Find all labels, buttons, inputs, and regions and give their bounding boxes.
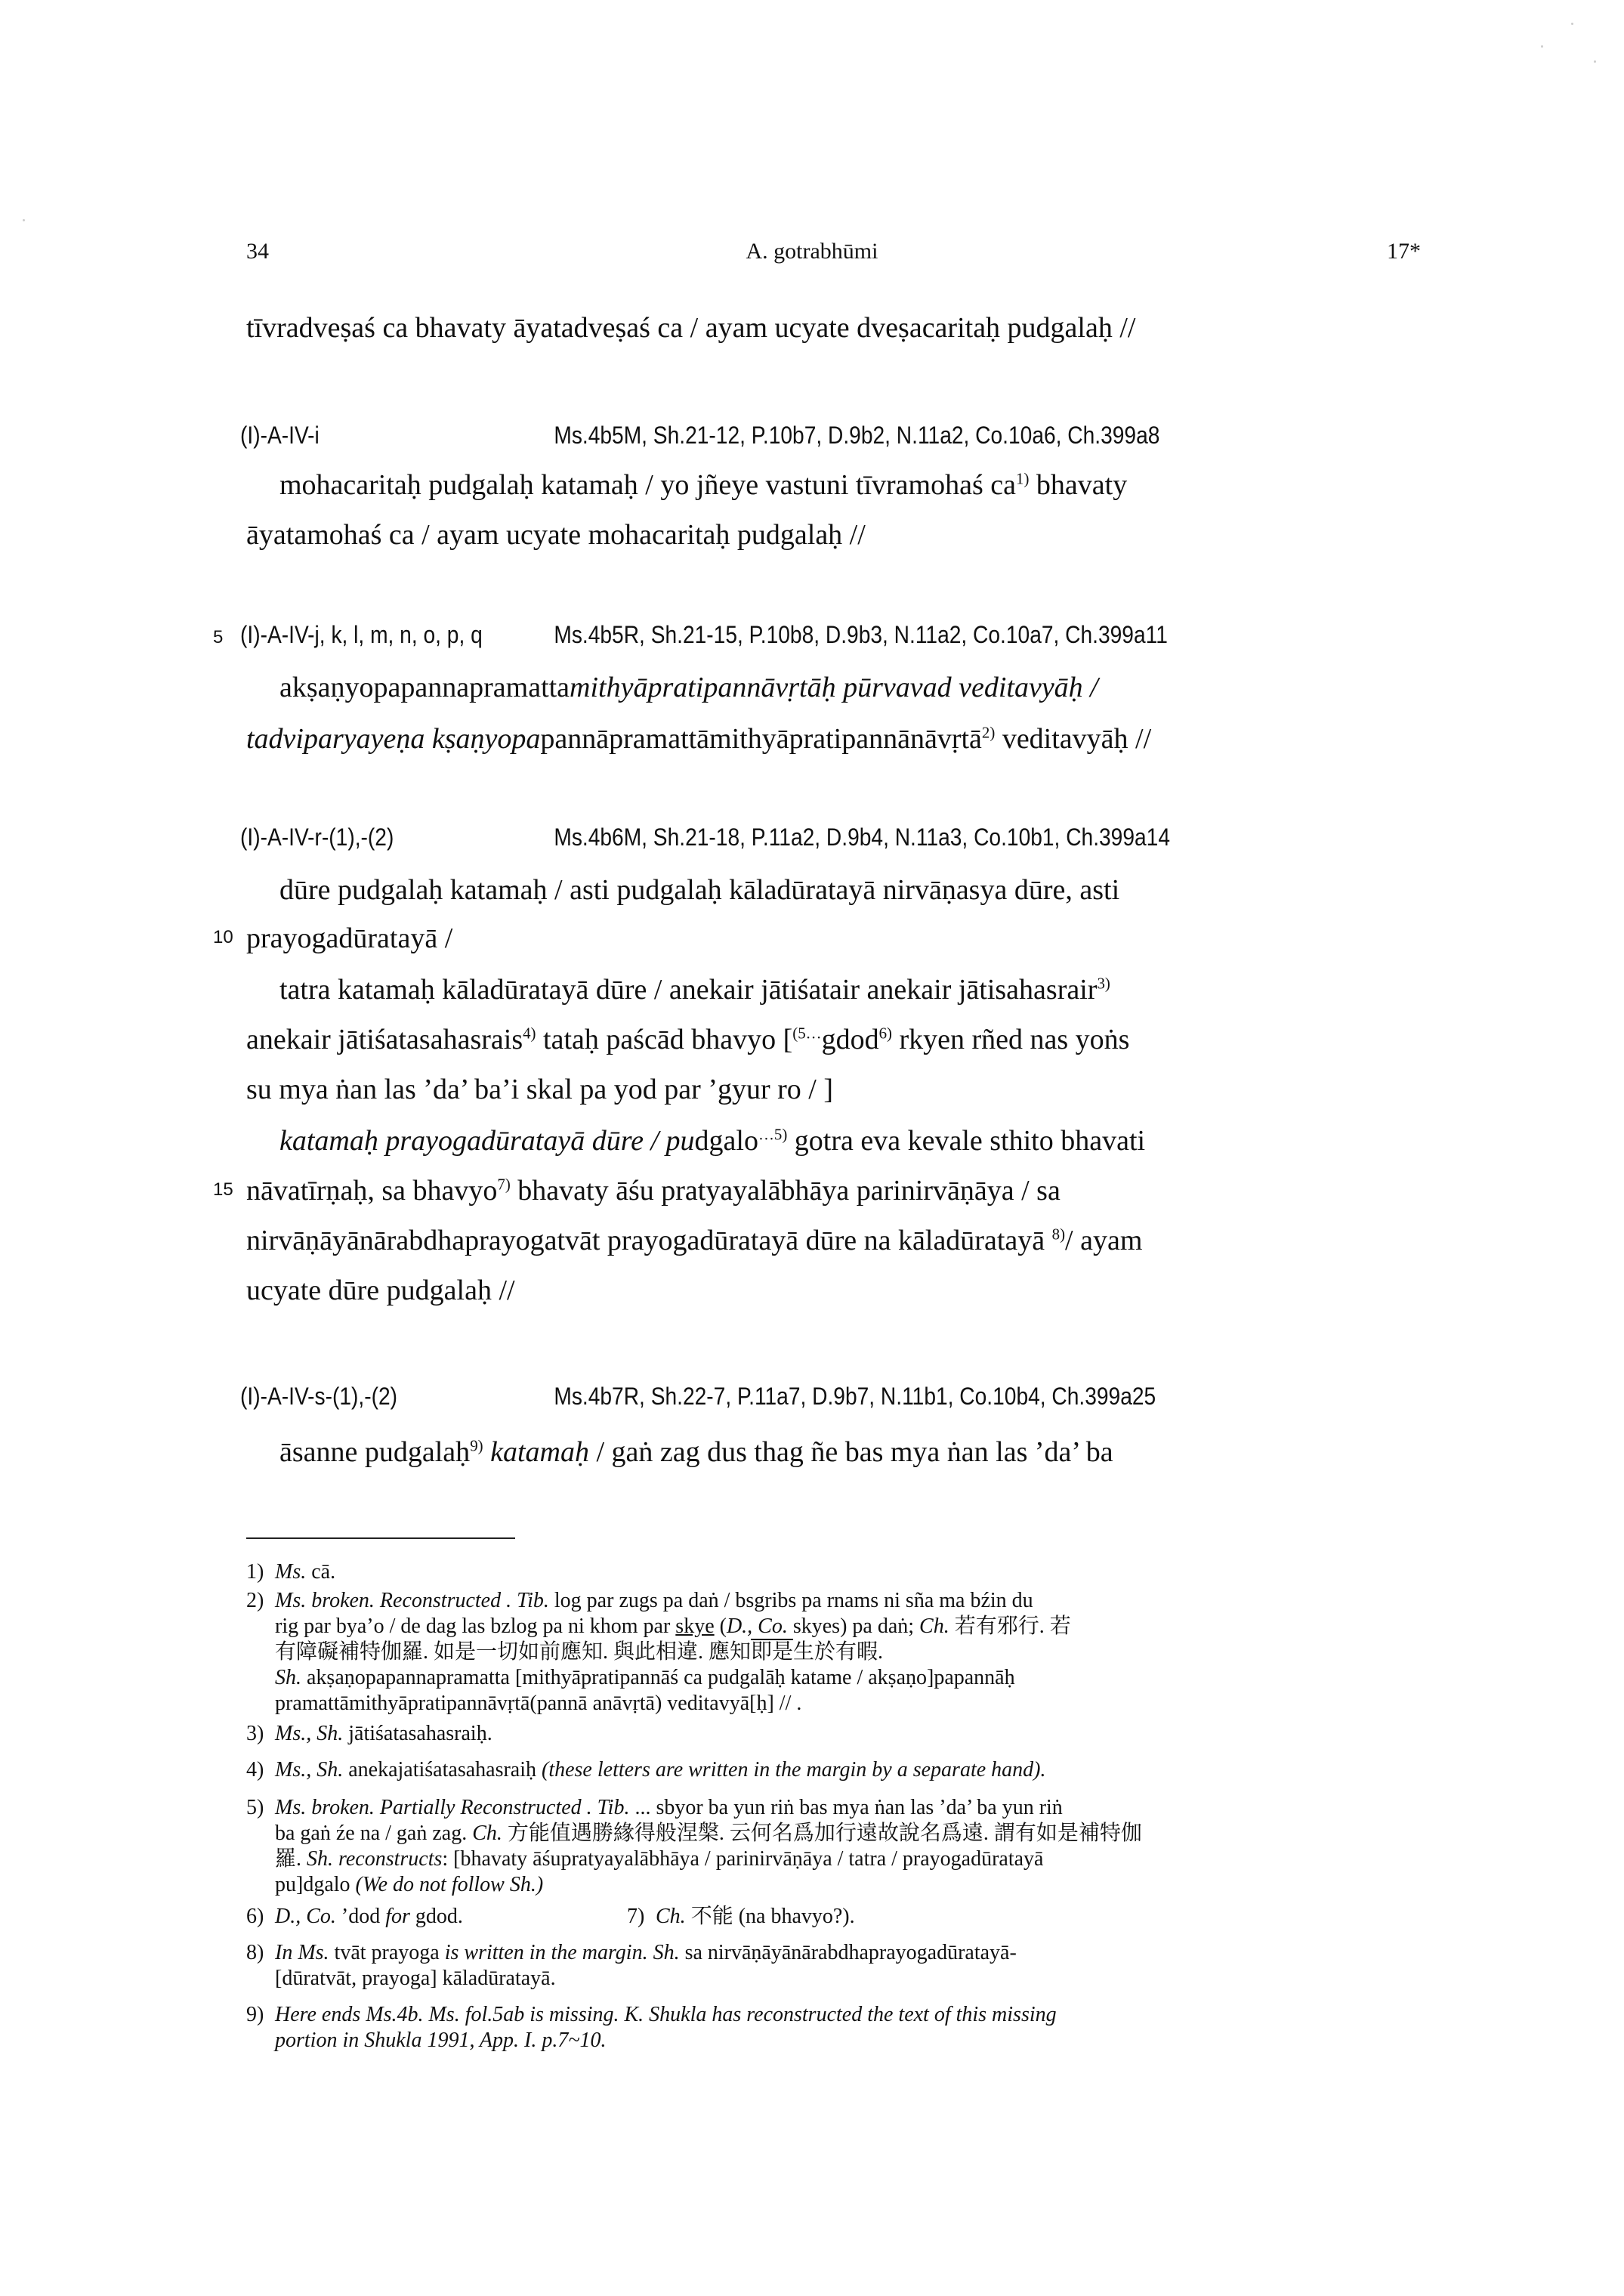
text-line: ucyate dūre pudgalaḥ // bbox=[246, 1275, 515, 1306]
text-line: prayogadūratayā / bbox=[246, 922, 453, 954]
footnote: 2) Ms. broken. Reconstructed . Tib. log par zugs pa daṅ / bsgribs pa rnams ni sña ma bźin du rig par bya’o / de dag las bzlog pa ni khom par skye (D., Co. skyes) pa daṅ; Ch. 若有邪行. 若 有障礙補特伽羅. 如是一切如前應知. 與此相違. 應知即是生於有暇. Sh. akṣaṇopapannapramatta [mithyāpratipannāś ca pudgalāḥ katame / akṣaṇo]papannāḥ pramattāmithyāpratipannāvṛtā(pannā anāvṛtā) veditavyā[ḥ] // . bbox=[246, 1589, 1071, 1715]
section-reference bbox=[240, 824, 1264, 851]
text-line: tatra katamaḥ kāladūratayā dūre / anekair jātiśatair anekair jātisahasrair$^{3)}$ bbox=[279, 974, 1110, 1006]
text-line: nirvāṇāyānārabdhaprayogatvāt prayogadūratayā dūre na kāladūratayā $^{8)}$/ ayam bbox=[246, 1225, 1143, 1256]
section-reference bbox=[240, 1383, 1264, 1411]
footnote-mark: 3) bbox=[1097, 974, 1110, 993]
source-references: Ms.4b7R, Sh.22-7, P.11a7, D.9b7, N.11b1, Co.10b4, Ch.399a25 bbox=[554, 1383, 1156, 1410]
scan-speck bbox=[1594, 60, 1596, 63]
footnote: 6) D., Co. ’dod for gdod. bbox=[246, 1905, 463, 1928]
footnote-mark: 7) bbox=[497, 1175, 511, 1194]
footnote-mark: 1) bbox=[1016, 469, 1030, 488]
section-label: (I)-A-IV-r-(1),-(2) bbox=[240, 824, 394, 851]
text-line: dūre pudgalaḥ katamaḥ / asti pudgalaḥ kāladūratayā nirvāṇasya dūre, asti bbox=[279, 874, 1120, 906]
source-references: Ms.4b5R, Sh.21-15, P.10b8, D.9b3, N.11a2, Co.10a7, Ch.399a11 bbox=[554, 621, 1168, 648]
footnote-separator bbox=[246, 1537, 515, 1539]
source-references: Ms.4b5M, Sh.21-12, P.10b7, D.9b2, N.11a2, Co.10a6, Ch.399a8 bbox=[554, 422, 1160, 449]
page-number: 34 bbox=[246, 239, 269, 264]
footnote: 4) Ms., Sh. anekajatiśatasahasraiḥ (these letters are written in the margin by a separate hand). bbox=[246, 1758, 1046, 1781]
footnote-mark: 9) bbox=[470, 1436, 483, 1455]
section-label: (I)-A-IV-s-(1),-(2) bbox=[240, 1383, 398, 1410]
text-line: anekair jātiśatasahasrais$^{4)}$ tataḥ paścād bhavyo [$^{(5\dots}$gdod$^{6)}$ rkyen rñed nas yoṅs bbox=[246, 1024, 1130, 1055]
text-line: āyatamohaś ca / ayam ucyate mohacaritaḥ pudgalaḥ // bbox=[246, 519, 866, 551]
text-line: nāvatīrṇaḥ, sa bhavyo$^{7)}$ bhavaty āśu pratyayalābhāya parinirvāṇāya / sa bbox=[246, 1175, 1061, 1207]
section-reference bbox=[240, 422, 1264, 450]
section-reference bbox=[240, 621, 1264, 649]
text-line: akṣaṇyopapannapramattamithyāpratipannāvṛtāḥ pūrvavad veditavyāḥ / bbox=[279, 672, 1098, 703]
text-line: katamaḥ prayogadūratayā dūre / pudgalo$^{\dots 5)}$ gotra eva kevale sthito bhavati bbox=[279, 1125, 1146, 1157]
source-references: Ms.4b6M, Sh.21-18, P.11a2, D.9b4, N.11a3, Co.10b1, Ch.399a14 bbox=[554, 824, 1170, 851]
footnote-mark: (5… bbox=[792, 1024, 822, 1043]
scan-speck bbox=[1541, 45, 1543, 48]
text-line: tadviparyayeṇa kṣaṇyopapannāpramattāmithyāpratipannānāvṛtā$^{2)}$ veditavyāḥ // bbox=[246, 723, 1152, 755]
scan-speck bbox=[1571, 23, 1573, 25]
footnote-mark: 4) bbox=[523, 1024, 536, 1043]
line-number: 15 bbox=[213, 1179, 233, 1200]
footnote: 7) Ch. 不能 (na bhavyo?). bbox=[627, 1905, 855, 1928]
footnote: 8) In Ms. tvāt prayoga is written in the margin. Sh. sa nirvāṇāyānārabdhaprayogadūratayā- [dūratvāt, prayoga] kāladūratayā. bbox=[246, 1941, 1017, 1990]
footnote-mark: 8) bbox=[1051, 1225, 1066, 1244]
text-line: āsanne pudgalaḥ$^{9)}$ katamaḥ / gaṅ zag dus thag ñe bas mya ṅan las ’da’ ba bbox=[279, 1436, 1113, 1468]
scan-speck bbox=[23, 219, 25, 221]
folio-marker: 17* bbox=[1387, 239, 1421, 264]
text-line: mohacaritaḥ pudgalaḥ katamaḥ / yo jñeye vastuni tīvramohaś $ca^{1)}$ bhavaty bbox=[279, 469, 1128, 501]
text-line: tīvradveṣaś ca bhavaty āyatadveṣaś ca / ayam ucyate dveṣacaritaḥ pudgalaḥ // bbox=[246, 312, 1136, 344]
footnote-mark: 2) bbox=[981, 723, 996, 742]
section-label: (I)-A-IV-j, k, l, m, n, o, p, q bbox=[240, 621, 483, 648]
running-header-title: A. gotrabhūmi bbox=[746, 239, 878, 264]
footnote-mark: …5) bbox=[758, 1125, 788, 1144]
footnote: 5) Ms. broken. Partially Reconstructed . Tib. ... sbyor ba yun riṅ bas mya ṅan las ’da’ ba yun riṅ ba gaṅ źe na / gaṅ zag. Ch. 方能值遇勝緣得般涅槃. 云何名爲加行遠故說名爲遠. 謂有如是補特伽 羅. Sh. reconstructs: [bhavaty āśupratyayalābhāya / parinirvāṇāya / tatra / prayogadūratayā pu]dgalo (We do not follow Sh.) bbox=[246, 1796, 1142, 1896]
line-number: 10 bbox=[213, 927, 233, 947]
footnote-mark: 6) bbox=[878, 1024, 892, 1043]
section-label: (I)-A-IV-i bbox=[240, 422, 320, 449]
text-line: su mya ṅan las ’da’ ba’i skal pa yod par ’gyur ro / ] bbox=[246, 1074, 833, 1105]
footnote: 1) Ms. cā. bbox=[246, 1560, 336, 1584]
line-number: 5 bbox=[213, 627, 224, 647]
footnote: 9) Here ends Ms.4b. Ms. fol.5ab is missing. K. Shukla has reconstructed the text of this missing portion in Shukla 1991, App. I. p.7~10. bbox=[246, 2003, 1057, 2052]
footnote: 3) Ms., Sh. jātiśatasahasraiḥ. bbox=[246, 1722, 492, 1745]
